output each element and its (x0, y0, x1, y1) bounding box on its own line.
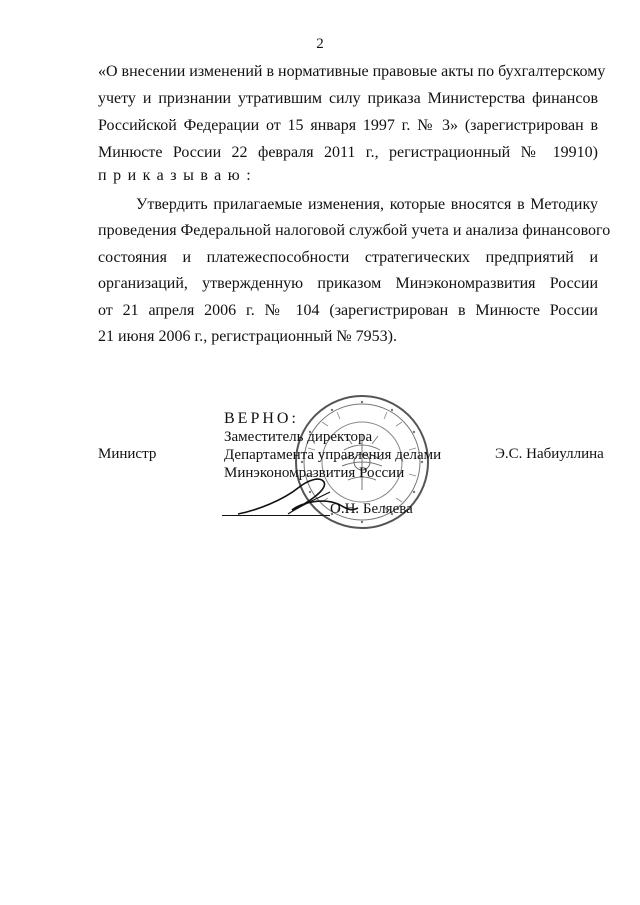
signature-position: Министр (98, 446, 157, 462)
certification-line-1: Заместитель директора (224, 429, 373, 445)
certification-signer: О.Н. Беляева (330, 501, 413, 517)
body-line-4: Минюсте России 22 февраля 2011 г., регистрационный № 19910) (98, 144, 598, 161)
paragraph-line-2: проведения Федеральной налоговой службой учета и анализа финансового (98, 222, 611, 239)
paragraph-line-3: состояния и платежеспособности стратегических предприятий и (98, 249, 598, 266)
paragraph-line-5: от 21 апреля 2006 г. № 104 (зарегистрирован в Минюсте России (98, 302, 598, 319)
body-line-2: учету и признании утратившим силу приказа Министерства финансов (98, 90, 598, 107)
body-line-1: «О внесении изменений в нормативные правовые акты по бухгалтерскому (98, 63, 606, 80)
certification-line-2: Департамента управления делами (224, 447, 442, 463)
certification-verno: ВЕРНО: (224, 410, 299, 427)
certification-line-3: Минэкономразвития России (224, 465, 405, 481)
body-line-3: Российской Федерации от 15 января 1997 г. № 3» (зарегистрирован в (98, 117, 598, 134)
paragraph-line-1: Утвердить прилагаемые изменения, которые вносятся в Методику (136, 196, 598, 213)
page-number: 2 (316, 36, 324, 52)
signature-name: Э.С. Набиуллина (495, 446, 604, 462)
order-word: приказываю: (98, 167, 258, 184)
paragraph-line-6: 21 июня 2006 г., регистрационный № 7953). (98, 328, 397, 345)
paragraph-line-4: организаций, утвержденную приказом Минэкономразвития России (98, 275, 598, 292)
signature-line (222, 515, 330, 516)
